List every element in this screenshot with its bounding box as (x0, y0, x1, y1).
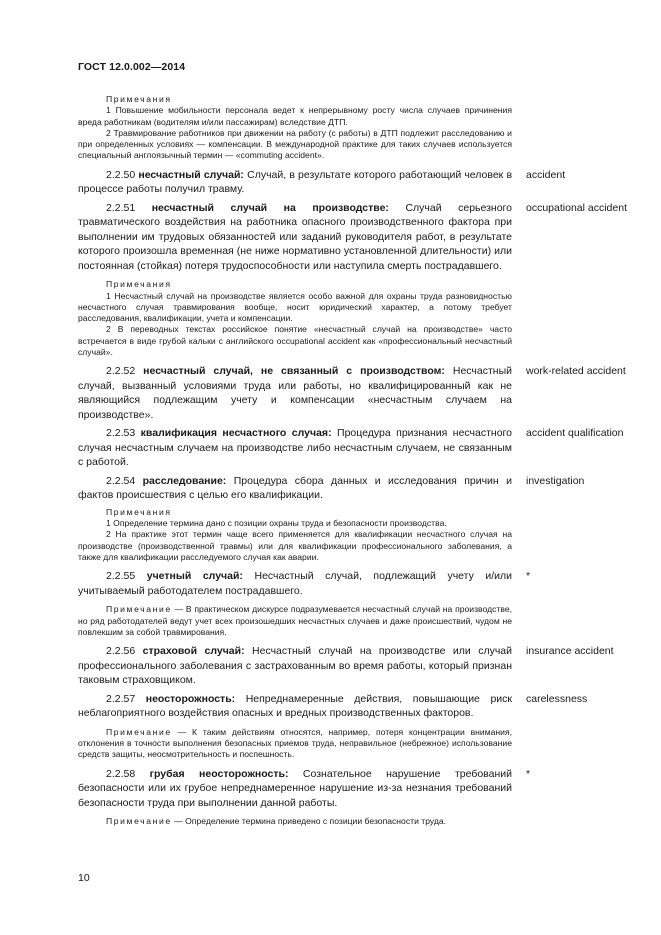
note-item: 2 В переводных текстах российское понятие «несчастный случай на производстве» часто встречается в виде грубой кальки с английского occupational accident как «профессиональный несчастный случай». (78, 324, 512, 358)
term-title: несчастный случай: (138, 168, 244, 181)
term-number: 2.2.51 (106, 201, 136, 214)
note-recorded-case (78, 604, 512, 638)
note-text: — В практическом дискурсе подразумевается несчастный случай на производстве, но ряд работодателей ведут учет всех произошедших несчастных случаев и даже происшествий, чудом не повлекшим за собой травмирования. (78, 604, 512, 637)
term-entry-2-2-51 (78, 201, 512, 274)
english-equivalent: insurance accident (526, 645, 614, 658)
document-body (78, 94, 512, 827)
term-number: 2.2.53 (106, 427, 136, 440)
notes-heading: Примечания (106, 279, 172, 290)
term-title: квалификация несчастного случая: (140, 427, 332, 440)
term-entry-2-2-58 (78, 767, 512, 811)
note-label: Примечание (106, 726, 172, 737)
note-block-investigation (78, 507, 512, 563)
note-label: Примечание (106, 604, 172, 615)
term-entry-2-2-55 (78, 569, 512, 598)
term-number: 2.2.52 (106, 365, 136, 378)
note-item: 1 Несчастный случай на производстве является особо важной для охраны труда разновидностью несчастного случая травмирования вообще, носит юридический характер, а потому требует расследования, квалификации, учета и компенсации. (78, 290, 512, 324)
notes-heading: Примечания (106, 94, 172, 104)
english-equivalent: accident qualification (526, 427, 624, 440)
note-carelessness (78, 727, 512, 761)
note-item: 2 Травмирование работников при движении на работу (с работы) в ДТП подлежит расследованию и при определенных условиях — компенсации. В международной практике для таких случаев используется специальный англоязычный термин — «commuting accident». (78, 127, 512, 161)
term-definition: Непреднамеренные действия, повышающие риск неблагоприятного воздействия опасных и вредных производственных факторов. (78, 692, 512, 720)
term-entry-2-2-50 (78, 168, 512, 197)
term-definition: Несчастный случай на производстве или случай профессионального заболевания с застрахованным во время работы, который признан таковым страховщиком. (78, 645, 513, 687)
english-equivalent: accident (526, 168, 566, 181)
note-text: — К таким действиям относятся, например, потеря концентрации внимания, отклонения в точности выполнения безопасных приемов труда, неправильное (небрежное) использование средств защиты, неосмотрительность и поспешность. (78, 726, 512, 760)
term-definition: Несчастный случай, подлежащий учету и/или учитываемый работодателем пострадавшего. (78, 570, 513, 597)
english-equivalent: carelessness (526, 692, 588, 705)
term-number: 2.2.55 (106, 570, 136, 583)
term-title: грубая неосторожность: (149, 767, 289, 780)
note-item: 1 Повышение мобильности персонала ведет к непрерывному росту числа случаев причинения вреда работникам (водителям и/или пассажирам) вследствие ДТП. (78, 105, 512, 127)
term-definition: Процедура признания несчастного случая несчастным случаем на производстве либо несчастным случаем, не связанным с работой. (78, 427, 512, 469)
english-equivalent: * (526, 570, 531, 583)
term-entry-2-2-54 (78, 474, 512, 503)
note-item: 1 Определение термина дано с позиции охраны труда и безопасности производства. (106, 518, 447, 529)
term-definition: Сознательное нарушение требований безопасности или их грубое непреднамеренное нарушение из-за незнания требований безопасности труда при выполнении данной работы. (78, 767, 513, 809)
note-text: — Определение термина приведено с позиции безопасности труда. (174, 816, 447, 827)
page-number: 10 (78, 872, 90, 884)
term-entry-2-2-53 (78, 426, 512, 470)
term-number: 2.2.58 (106, 767, 136, 780)
note-block-commuting (78, 94, 512, 162)
term-definition: Случай, в результате которого работающий человек в процессе работы получил травму. (78, 168, 513, 196)
term-definition: Процедура сбора данных и исследования причин и фактов происшествия с целью его квалификации. (78, 474, 512, 502)
english-equivalent: occupational accident (526, 201, 627, 214)
note-label: Примечание (106, 816, 172, 827)
term-title: неосторожность: (145, 692, 236, 705)
term-number: 2.2.54 (106, 474, 136, 487)
note-block-occupational-accident (78, 279, 512, 358)
term-definition: Несчастный случай, вызванный условиями труда или работы, но квалифицированный как не являющийся подлежащим учету и компенсации «несчастным случаем на производстве». (78, 365, 513, 421)
term-entry-2-2-52 (78, 364, 512, 422)
term-title: учетный случай: (146, 570, 243, 583)
term-number: 2.2.57 (106, 692, 136, 705)
term-title: страховой случай: (142, 645, 245, 658)
english-equivalent: work-related accident (526, 365, 626, 378)
term-title: несчастный случай на производстве: (151, 201, 389, 214)
term-title: несчастный случай, не связанный с производством: (143, 365, 445, 378)
term-number: 2.2.56 (106, 645, 136, 658)
note-gross-negligence (78, 816, 512, 827)
term-title: расследование: (142, 474, 227, 487)
english-equivalent: * (526, 767, 531, 780)
document-header: ГОСТ 12.0.002—2014 (78, 61, 186, 73)
term-entry-2-2-56 (78, 644, 512, 688)
term-number: 2.2.50 (106, 168, 136, 181)
term-definition: Случай серьезного травматического воздействия на работника опасного производственного фактора при выполнении им трудовых обязанностей или заданий руководителя работ, в результате которого произошла временная (не ниже нормативно установленной длительности) или постоянная (стойкая) потеря трудоспособности или наступила смерть пострадавшего. (78, 201, 512, 272)
note-item: 2 На практике этот термин чаще всего применяется для квалификации несчастного случая на производстве (производственной травмы) или для квалификации профессионального заболевания, а также для квалификации расследуемого случая как аварии. (78, 529, 512, 563)
term-entry-2-2-57 (78, 692, 512, 721)
notes-heading: Примечания (106, 506, 172, 517)
english-equivalent: investigation (526, 474, 585, 487)
